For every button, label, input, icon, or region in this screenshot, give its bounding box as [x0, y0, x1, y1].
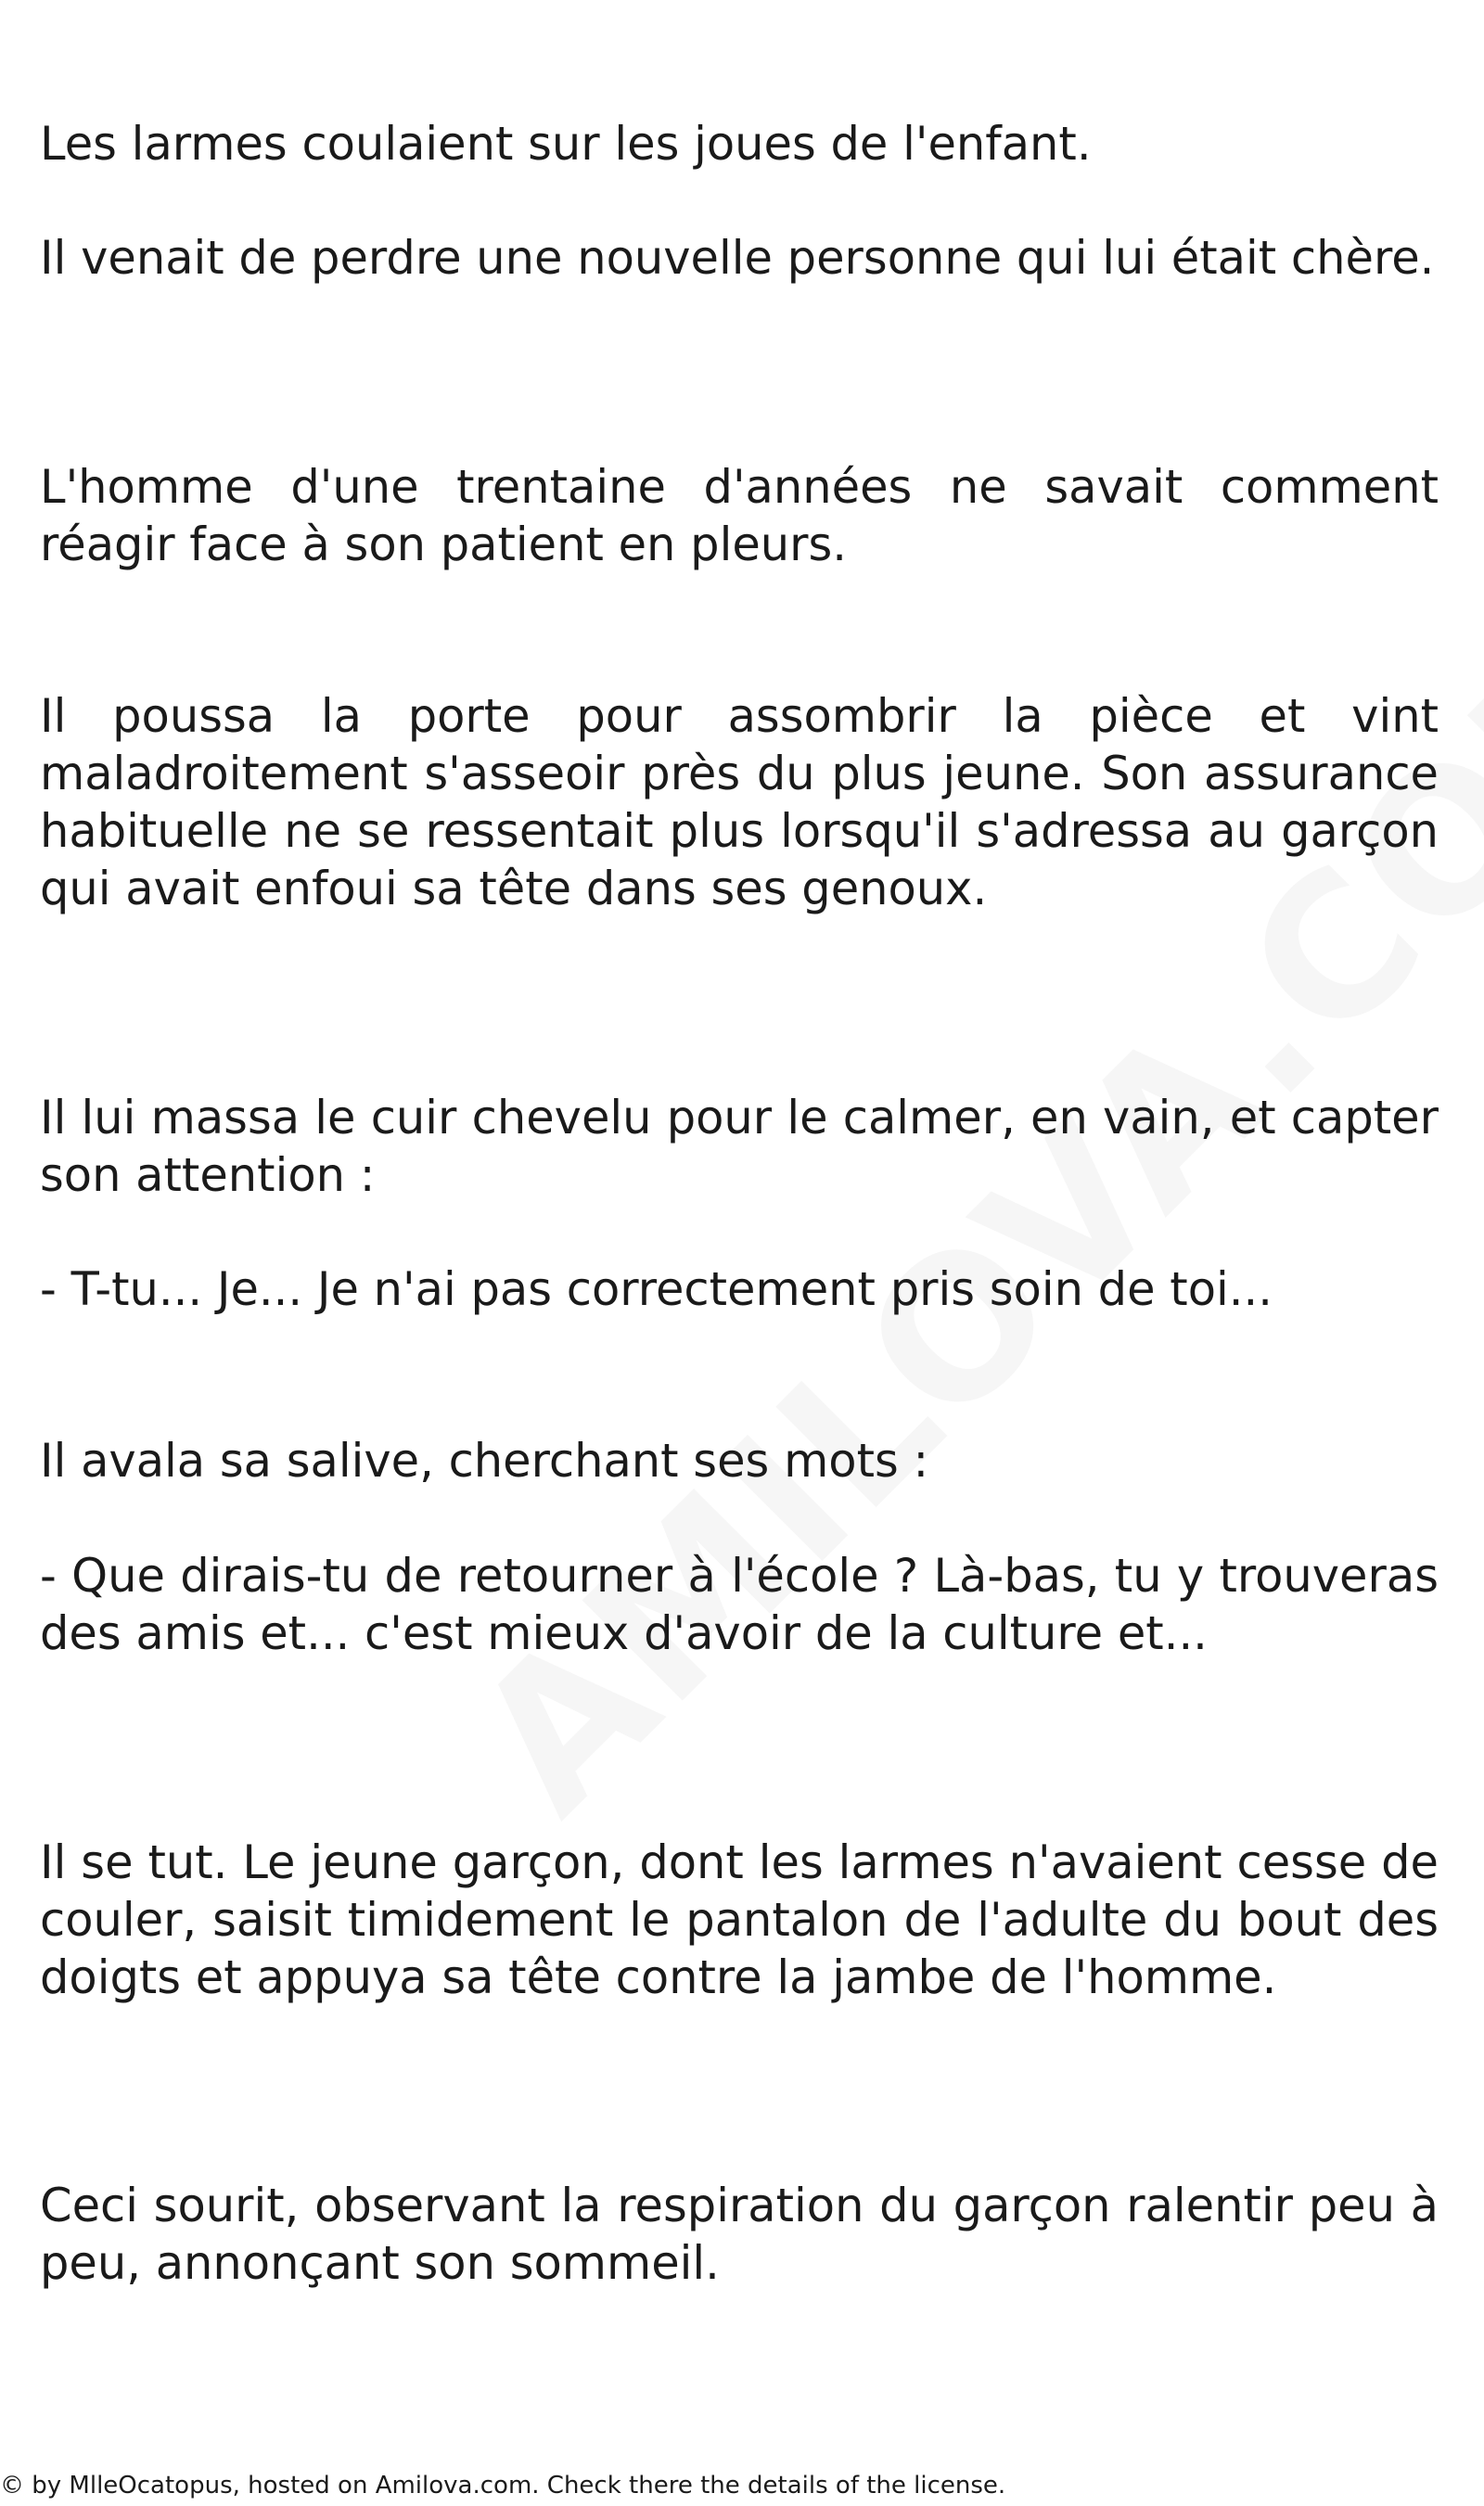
- paragraph-9: Il se tut. Le jeune garçon, dont les larmes n'avaient cesse de couler, saisit timidement le pantalon de l'adulte du bout des doigts et appuya sa tête contre la jambe de l'homme.: [40, 1835, 1439, 2004]
- paragraph-4: Il poussa la porte pour assombrir la pièce et vint maladroitement s'asseoir près du plus jeune. Son assurance habituelle ne se ressentait plus lorsqu'il s'adressa au garçon qui avait enfoui sa tête dans ses genoux.: [40, 689, 1439, 915]
- paragraph-5: Il lui massa le cuir chevelu pour le calmer, en vain, et capter son attention :: [40, 1091, 1439, 1202]
- paragraph-6: - T-tu... Je... Je n'ai pas correctement pris soin de toi...: [40, 1262, 1273, 1316]
- paragraph-3: L'homme d'une trentaine d'années ne savait comment réagir face à son patient en pleurs.: [40, 460, 1439, 571]
- license-footer: © by MlleOcatopus, hosted on Amilova.com. Check there the details of the license.: [0, 2472, 1006, 2500]
- paragraph-10: Ceci sourit, observant la respiration du garçon ralentir peu à peu, annonçant son sommeil.: [40, 2179, 1439, 2290]
- paragraph-2: Il venait de perdre une nouvelle personne qui lui était chère.: [40, 231, 1435, 285]
- paragraph-1: Les larmes coulaient sur les joues de l'enfant.: [40, 117, 1092, 171]
- paragraph-7: Il avala sa salive, cherchant ses mots :: [40, 1434, 929, 1488]
- paragraph-8: - Que dirais-tu de retourner à l'école ? Là-bas, tu y trouveras des amis et... c'est mieux d'avoir de la culture et...: [40, 1549, 1439, 1660]
